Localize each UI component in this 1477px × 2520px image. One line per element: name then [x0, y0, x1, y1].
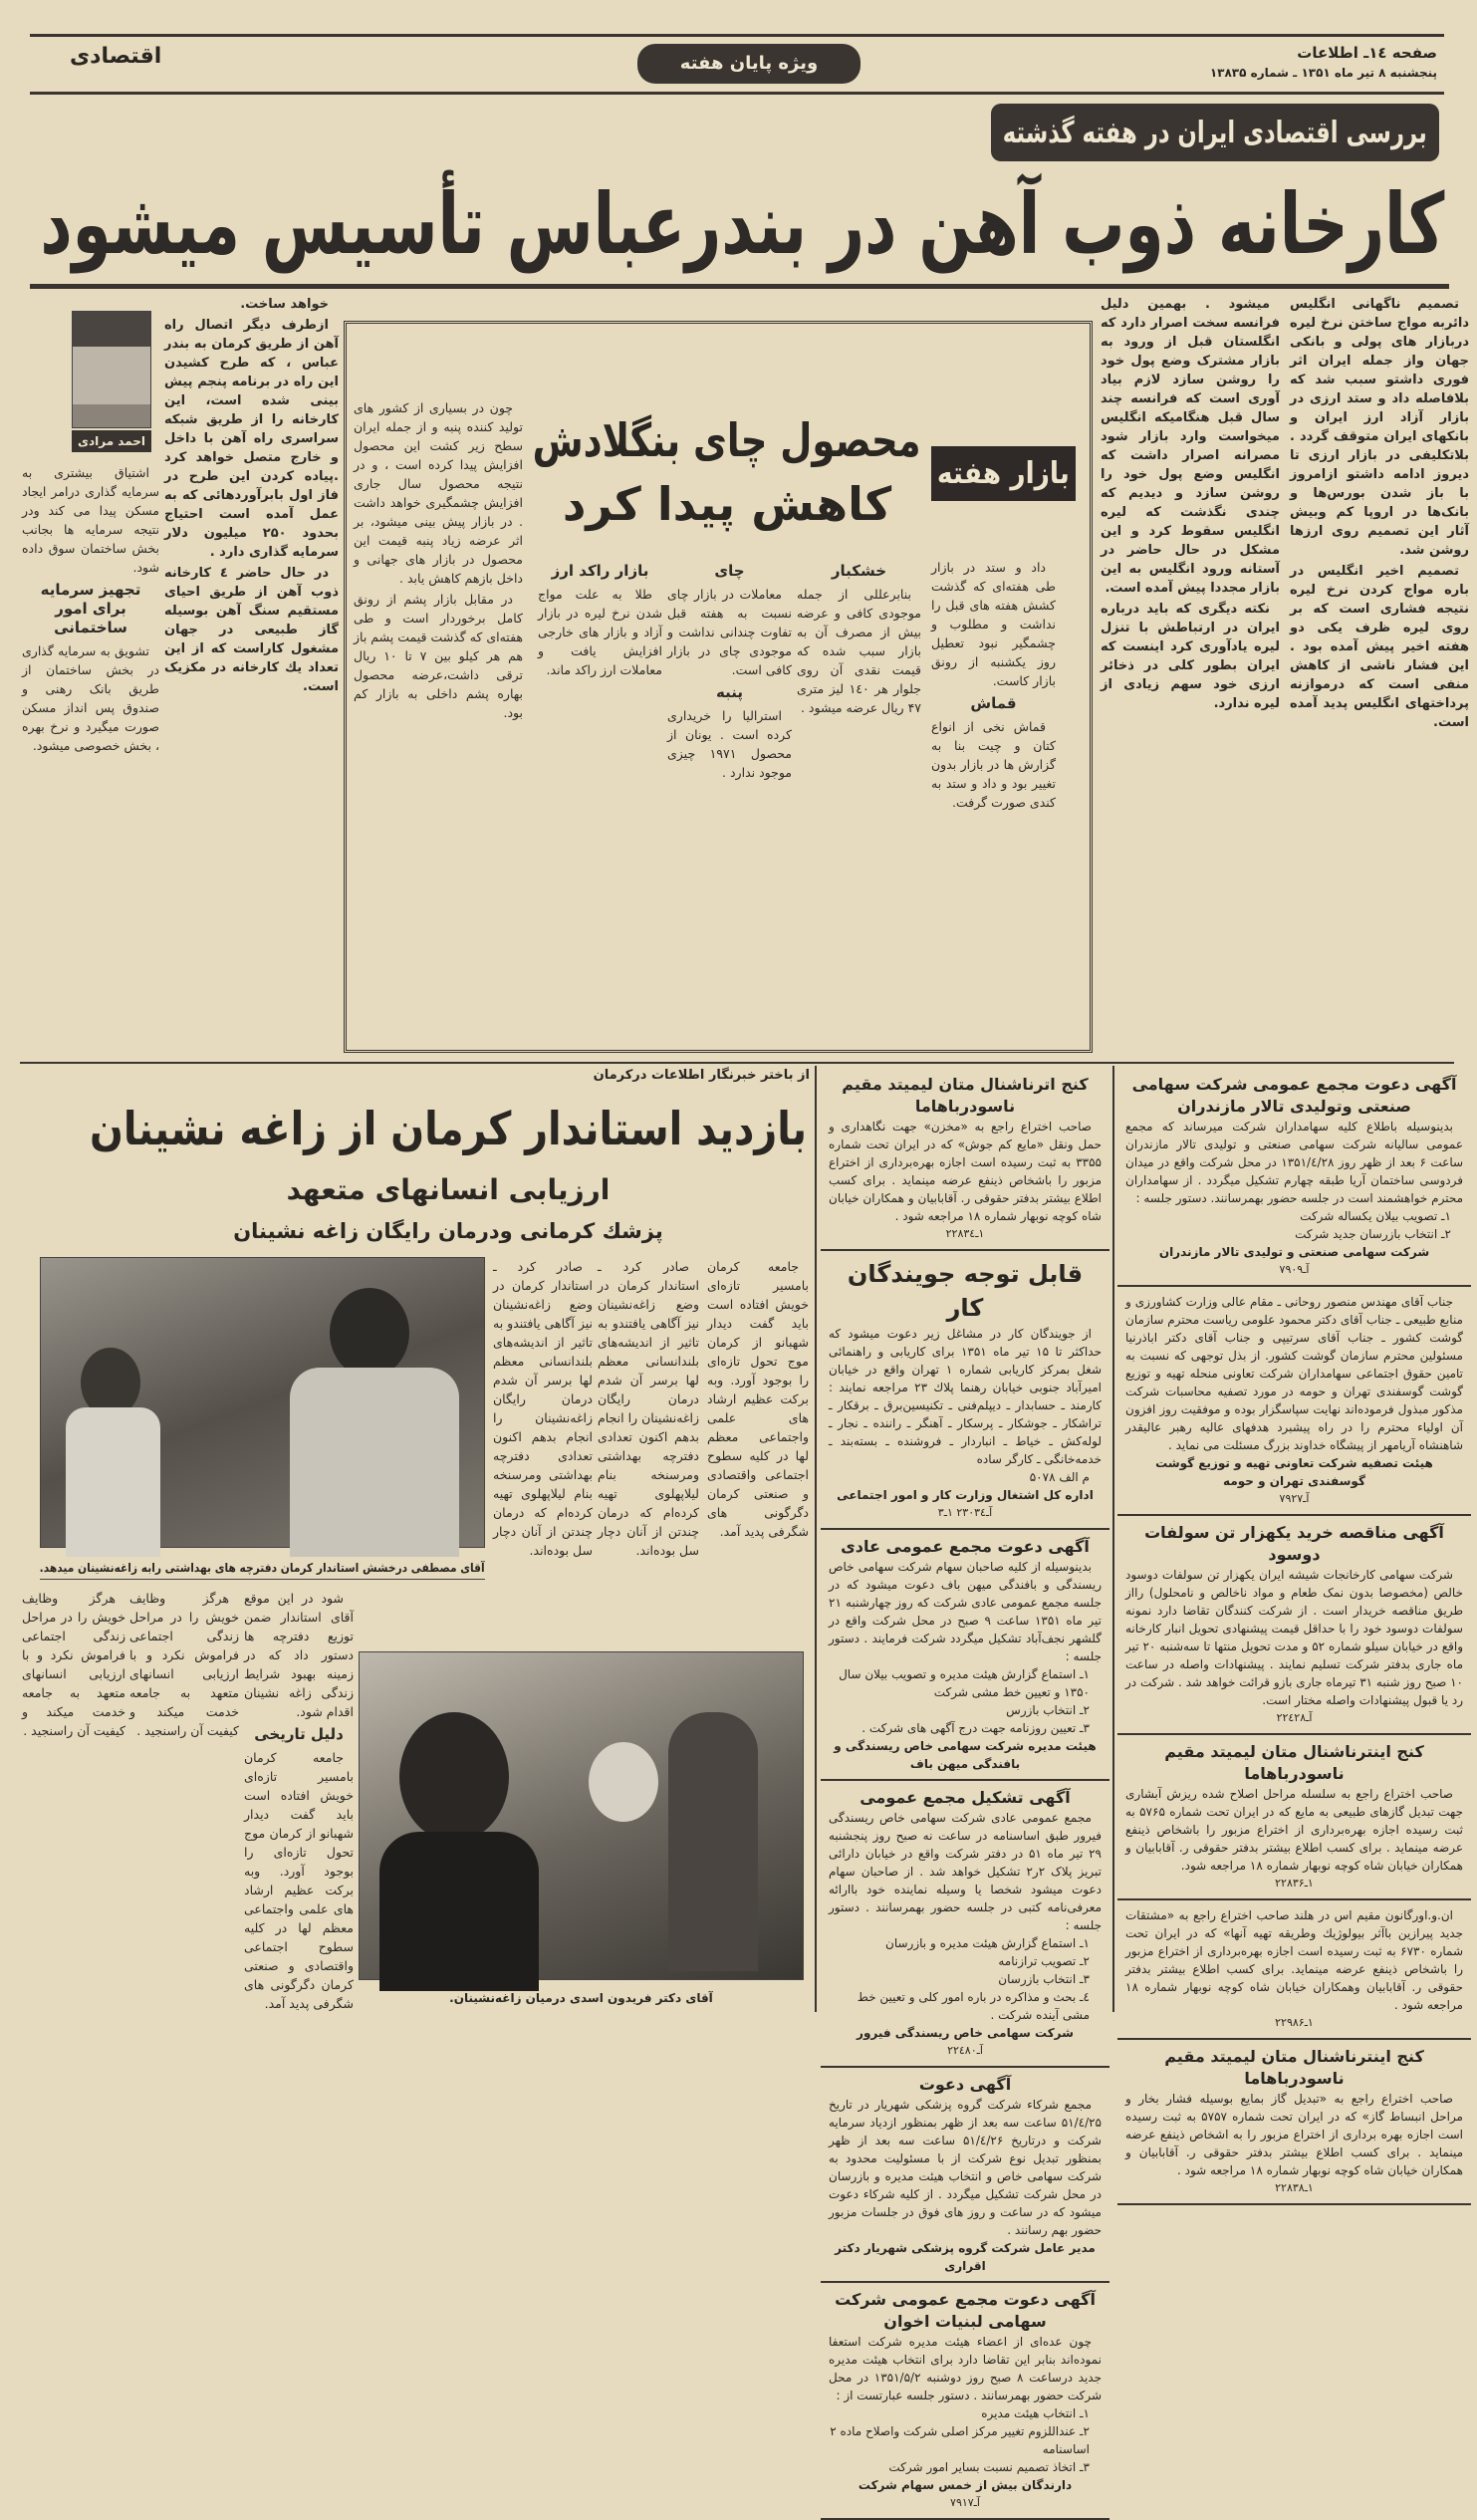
- market-headline-line-1-text: محصول چای بنگلادش: [532, 413, 921, 467]
- kicker: [991, 104, 1439, 161]
- market-headline-line-1: [533, 408, 921, 472]
- ad-title: قابل توجه جویندگان کار: [847, 1260, 1084, 1322]
- kerman-headline: [90, 1096, 807, 1161]
- ad-list-item: ۲ـ عنداللزوم تغییر مرکز اصلی شرکت واصلاح ماده ۲ اساسنامه: [830, 2424, 1090, 2456]
- paragraph: میشود . بهمین دلیل فرانسه سخت اصرار دارد که انگلستان قبل از ورود به بازار مشترک وضع پول خود را روشن سازد لازم بیاد آوری است که فرانسه چند سال قبل هنگامیکه انگلیس میخواست وارد بازار شود مصرانه اصرار داشت که انگلیس وضع پول خود را روشن سازد و دیدیم که چندی نگذشت که لیره انگلیس سقوط کرد و این مشکل در حال حاضر در آستانه ورود انگلیس به این بازار مجددا پیش آمده است.: [1101, 297, 1280, 596]
- ad-column-divider: [815, 1066, 817, 2012]
- ad-body: ان.و.اورگانون مقیم اس در هلند صاحب اختراع راجع به «مشتقات جدید پیرازین باآثر بیولوژیك وطریقه تهیه آنها» که در ایران تحت شماره ۶۷۳۰ به ثبت رسیده است اجازه بهره‌برداری از اختراع مزبور را باشخاص ذینفع عرضه مینماید. برای کسب اطلاع بیشتر بدفتر حقوقی ر. آقابابیان وهمکاران خیابان شاه کوچه نوبهار شماره ۱۸ مراجعه شود .: [1125, 1908, 1464, 2012]
- paragraph: تشویق به سرمایه گذاری در بخش ساختمان از طریق بانک رهنی و صندوق پس انداز مسکن صورت میگیرد و نرخ بهره ، بخش خصوصی میشود.: [22, 643, 159, 753]
- ad-body: شرکت سهامی کارخانجات شیشه ایران یکهزار تن سولفات دوسود خالص (مخصوصا بدون نمک طعام و مواد ناخالص و نامحلول) رااز طریق مناقصه خریدار است . از شرکت کنندگان تقاضا دارد نمونه سولفات دوسود خود را با حداقل قیمت پیشنهادی تحویل انبار کارخانه واقع در خیابان سیلو شماره ۵۲ و مدت تحویل منتها تا سه‌شنبه ۲۰ تیر ماه جاری بدفتر شرکت تسلیم نمایند . پیشنهادات واصله در ساعت ۱۰ صبح روز شنبه ۳۱ تیرماه جاری بازو قرائت خواهد شد . شرکت در رد یا قبول پیشنهادات واصله مختار است.: [1125, 1568, 1464, 1707]
- photo-doctor: [359, 1651, 804, 1980]
- ad-column-divider: [1112, 1066, 1114, 2012]
- ad-signature: شرکت سهامی صنعتی و تولیدی تالار مازندران: [1158, 1245, 1430, 1259]
- kerman-column-5: [129, 1589, 239, 2002]
- ads-column-right: [1117, 1068, 1471, 2194]
- paragraph: صادر کرد ـ استاندار کرمان در وضع زاغه‌نشینان نیز آگاهی یافتندو به تاثیر از اندیشه‌های بلندانسانی معظم لها برسر آن شدم درمان رایگان زاغه‌نشینان را انجام بدهم اکنون تعدادی دفترچه بهداشتی ومرسنخه بنام لیلاپهلوی تهیه کرده‌ام که درمان چندتن از آنان دچار سل بوده‌اند.: [598, 1259, 699, 1558]
- paragraph: در حال حاضر ٤ کارخانه ذوب آهن از طریق احیای مستقیم سنگ آهن بوسیله گاز طبیعی در جهان مشغول کاراست که از این تعداد یك کارخانه در مکزیک است.: [164, 566, 339, 694]
- market-column: [538, 558, 662, 1041]
- photo-governor: [40, 1257, 485, 1548]
- ad-signature: دارندگان بیش از خمس سهام شرکت: [858, 2478, 1073, 2492]
- paragraph: خواهد ساخت.: [240, 297, 329, 312]
- kerman-subheadline-2: [90, 1215, 807, 1247]
- market-subhead: قماش: [970, 694, 1017, 712]
- ad-body: مجمع شرکاء شرکت گروه پزشکی شهریار در تاریخ ۵۱/٤/۲۵ ساعت سه بعد از ظهر بمنظور ازدیاد سرمایه شرکت و درتاریخ ۵۱/٤/۲۶ ساعت سه بعد از ظهر بمنظور تبدیل نوع شرکت از با مسئولیت محدود به شرکت سهامی خاص و انتخاب هیئت مدیره و بازرسان در محل شرکت تشکیل میگردد . از کلیه شرکاء دعوت میشود که در ساعت و روز های فوق در جلسات مزبور حضور بهم رسانند .: [829, 2098, 1102, 2237]
- ads-column-left: [821, 1068, 1109, 2509]
- market-headline-line-2-text: کاهش پیدا کرد: [562, 477, 892, 531]
- market-side-column: [354, 398, 523, 1041]
- classified-ad: [821, 2283, 1109, 2520]
- kerman-column-4: [244, 1589, 354, 2011]
- ad-code: ۱ـ۲۲۹۸۶: [1275, 2016, 1314, 2029]
- ad-signature: شرکت سهامی خاص ریسندگی فیرور: [857, 2026, 1074, 2040]
- classified-ad: [821, 1530, 1109, 1781]
- ad-code: آـ۷۹۰۹: [1279, 1263, 1310, 1276]
- kerman-column-3: [493, 1257, 593, 1645]
- lead-column-left: [164, 295, 339, 1057]
- portrait-photo: [72, 311, 151, 428]
- main-headline-text: کارخانه ذوب آهن در بندرعباس تأسیس میشود: [40, 175, 1445, 273]
- kerman-headline-text: بازدید استاندار کرمان از زاغه نشینان: [90, 1102, 808, 1155]
- ad-list-item: ۱ـ استماع گزارش هیئت مدیره و بازرسان: [885, 1936, 1090, 1950]
- ad-code: ۱ـ۲۲۸۳۸: [1275, 2181, 1314, 2194]
- ad-body: بدینوسیله از کلیه صاحبان سهام شرکت سهامی خاص ریسندگی و بافندگی میهن باف دعوت میشود که در جلسه مجمع عمومی عادی شرکت که روز چهارشنبه ۲۱ تیر ماه ۱۳۵۱ ساعت ۹ صبح در محل شرکت واقع در گلشهر نجف‌آباد تشکیل میگردد شرکت فرمایند . دستور جلسه :: [829, 1560, 1102, 1663]
- market-column: [931, 558, 1056, 1041]
- ad-list-item: ۲ـ تصویب ترازنامه: [998, 1954, 1090, 1968]
- market-subhead: چای: [714, 562, 745, 580]
- ad-code: ۱ـ۲۲۸۳۶: [1275, 1877, 1314, 1890]
- ad-signature: هیئت تصفیه شرکت تعاونی تهیه و توزیع گوشت گوسفندی تهران و حومه: [1155, 1456, 1433, 1488]
- paragraph: هرگز وظایف خویش را در مراحل زندگی اجتماعی فراموش نکرد و با ارزیابی انسانهای متعهد به جامعه خدمت میکند و کیفیت آن راسنجید .: [129, 1591, 239, 1738]
- paragraph: داد و ستد در بازار طی هفته‌ای که گذشت کشش هفته های قبل را نداشت و مطلوب و چشمگیر نبود تعطیل روز یکشنبه از رونق بازار کاست.: [931, 560, 1056, 688]
- ad-signature: اداره کل اشتغال وزارت کار و امور اجتماعی: [837, 1488, 1094, 1502]
- market-column: [667, 558, 792, 1041]
- subhead: تجهیز سرمایه برای امور ساختمانی: [40, 581, 141, 636]
- paragraph: صادر کرد ـ استاندار کرمان در وضع زاغه‌نشینان نیز آگاهی یافتندو به تاثیر از اندیشه‌های بلندانسانی معظم لها برسر آن شدم درمان رایگان زاغه‌نشینان را انجام بدهم اکنون تعدادی دفترچه بهداشتی ومرسنخه بنام لیلاپهلوی تهیه کرده‌ام که درمان چندتن از آنان دچار سل بوده‌اند.: [493, 1259, 593, 1558]
- photo-caption-1: [40, 1556, 485, 1580]
- photo-caption-1-text: آقای مصطفی درخشش استاندار کرمان دفترچه های بهداشتی رابه زاغه‌نشینان میدهد.: [40, 1560, 485, 1575]
- paragraph: طلا به علت مواج شدن نرخ لیره در بازار آزاد و بازار های خارجی افزایش یافت و معاملات ارز راکد ماند.: [538, 587, 662, 677]
- ad-body: صاحب اختراع راجع به «تبدیل گاز بمایع بوسیله فشار بخار و مراحل انبساط گاز» که در ایران تحت شماره ۵۷۵۷ به ثبت رسیده است اجازه بهره برداری از اختراع مزبور را به اشخاص ذینفع عرضه مینماید . برای کسب اطلاع بیشتر بدفتر حقوقی ر. آقابابیان و همکاران خیابان شاه کوچه نوبهار شماره ۱۸ مراجعه شود .: [1125, 2092, 1463, 2177]
- main-headline: [40, 169, 1444, 279]
- market-subhead: خشکبار: [831, 562, 887, 580]
- ad-code: آـ۷۹۱۷: [950, 2496, 980, 2509]
- classified-ad: [1117, 1735, 1471, 1900]
- ad-title: آگهی دعوت مجمع عمومی عادی: [841, 1537, 1090, 1556]
- ad-title: آگهی دعوت مجمع عمومی شرکت سهامی صنعتی وتولیدی تالار مازندران: [1131, 1075, 1457, 1116]
- classified-ad: [821, 2068, 1109, 2283]
- ad-body: صاحب اختراع راجع به «مخزن» جهت نگاهداری و حمل ونقل «مایع کم جوش» که در ایران تحت شماره ۳۳۵۵ به ثبت رسیده است اجازه بهره‌برداری از اختراع مزبور را باشخاص ذینفع عرضه مینماید . برای کسب اطلاع بیشتر بدفتر حقوقی ر. آقابابیان و همکاران خیابان شاه کوچه نوبهار شماره ۱۸ مراجعه شود .: [829, 1120, 1102, 1223]
- paragraph: بنابرعللی از جمله موجودی کافی و عرضه بیش از مصرف آن به بازار سبب شده که قیمت نقدی آن روی جلوار هر ۱٤۰ لیز متری ۴۷ ریال عرضه میشود .: [797, 587, 921, 715]
- kerman-subheadline: [90, 1169, 807, 1209]
- kerman-subheadline-text: ارزیابی انسانهای متعهد: [286, 1172, 611, 1206]
- photo-caption-2-text: آقای دکتر فریدون اسدی درمیان زاغه‌نشینان.: [449, 1991, 713, 2005]
- top-rule: [30, 34, 1444, 37]
- ad-list-item: ۳ـ انتخاب بازرسان: [998, 1972, 1090, 1986]
- ad-body: صاحب اختراع راجع به سلسله مراحل اصلاح شده ریزش آبشاری جهت تبدیل گازهای طبیعی به مایع که در ایران تحت شماره ۵۷۶۵ به ثبت رسیده اجازه بهره‌برداری از اختراع مزبور را باشخاص ذینفع عرضه مینماید . برای کسب اطلاع بیشتر بدفتر حقوقی ر. آقابابیان و همکاران خیابان شاه کوچه نوبهار شماره ۱۸ مراجعه شود.: [1125, 1787, 1463, 1873]
- paragraph: تصمیم اخیر انگلیس در باره مواج کردن نرخ لیره نتیجه فشاری است که بر روی لیره ظرف یکی دو هفته اخیر پیش آمده بود . این فشار ناشی از کاهش منفی است که درموازنه پرداختهای انگلیس پدید آمده است.: [1290, 564, 1469, 730]
- section-name: اقتصادی: [70, 44, 162, 69]
- ad-body: بدینوسیله باطلاع کلیه سهامداران شرکت میرساند که مجمع عمومی سالیانه شرکت سهامی صنعتی و تولیدی تالار مازندران ساعت ۶ بعد از ظهر روز ۱۳۵۱/٤/۲۸ در محل شرکت واقع در میدان فردوسی ساختمان آریا طبقه چهارم تشکیل میگردد . از سهامداران محترم خواهشمند است در جلسه حضور بهمرسانند. دستور جلسه :: [1125, 1120, 1464, 1205]
- kicker-text: بررسی اقتصادی ایران در هفته گذشته: [1003, 115, 1428, 150]
- market-column: [797, 558, 921, 1041]
- ad-title: آگهی مناقصه خرید یکهزار تن سولفات دوسود: [1144, 1523, 1444, 1564]
- ad-body: چون عده‌ای از اعضاء هیئت مدیره شرکت استعفا نموده‌اند بنابر این تقاضا دارد برای انتخاب هیئت مدیره جدید درساعت ۸ صبح روز دوشنبه ۱۳۵۱/۵/۲ در محل شرکت حضور بهمرسانند . دستور جلسه عبارتست از :: [829, 2335, 1102, 2402]
- ad-signature: مدیر عامل شرکت گروه پزشکی شهریار دکتر اقراری: [835, 2241, 1096, 2273]
- classified-ad: [1117, 1516, 1471, 1735]
- paragraph: شود در این موقع آقای استاندار ضمن توزیع دفترچه ها دستور داد که در زمینه بهبود شرایط زندگی زاغه نشینان اقدام شود.: [244, 1591, 354, 1719]
- header-rule: [30, 92, 1444, 95]
- ad-title: کنج اترناشنال متان لیمیتد مقیم ناسودرباهاما: [842, 1075, 1089, 1116]
- subhead: دلیل تاریخی: [254, 1725, 344, 1743]
- paragraph: ازطرف دیگر اتصال راه آهن از طریق کرمان به بندر عباس ، که طرح کشیدن این راه در برنامه پنجم پیش بینی شده است، این کارخانه را از طریق شبکه سراسری راه آهن با داخل و خارج متصل خواهد کرد .پیاده کردن این طرح در فاز اول بابرآوردهائی که به عمل آمده است احتیاج بحدود ۲۵۰ میلیون دلار سرمایه گذاری دارد .: [164, 318, 339, 560]
- weekly-market-label: [931, 446, 1076, 501]
- paragraph: نکته دیگری که باید درباره ایران در ارتباطش با تنزل لیره یادآوری کرد اینست که ایران بطور کلی در ذخائر ارزی خود سهم زیادی از لیره ندارد.: [1101, 602, 1280, 711]
- paragraph: هرگز وظایف خویش را در مراحل زندگی اجتماعی فراموش نکرد و با ارزیابی انسانهای متعهد به جامعه خدمت میکند و کیفیت آن راسنجید .: [22, 1591, 125, 1738]
- ad-body: از جویندگان کار در مشاغل زیر دعوت میشود که حداکثر تا ۱۵ تیر ماه ۱۳۵۱ برای کاریابی و راهنمائی شغل بمرکز کاریابی شماره ۱ تهران واقع در خیابان امیرآباد جنوبی خیابان رهنما پلاك ۲۳ مراجعه نمایند : کارمند ـ حسابدار ـ دیپلم‌فنی ـ تکنیسین‌برق ـ برقکار ـ تراشکار ـ جوشکار ـ پرسکار ـ آهنگر ـ راننده ـ نجار ـ لوله‌کش ـ خیاط ـ انباردار ـ فروشنده ـ بسته‌بند ـ خدمه‌خانگی ـ کارگر ساده: [829, 1327, 1103, 1466]
- dateline: از باختر خبرنگار اطلاعات درکرمان: [593, 1068, 810, 1083]
- ad-list-item: ۳ـ اتخاذ تصمیم نسبت بسایر امور شرکت: [888, 2460, 1090, 2474]
- ad-code: آـ۷۹۲۷: [1279, 1492, 1310, 1505]
- portrait-caption: احمد مرادی: [72, 430, 151, 452]
- ad-body: جناب آقای مهندس منصور روحانی ـ مقام عالی وزارت کشاورزی و منابع طبیعی ـ جناب آقای دکتر محمود علومی ریاست محترم سازمان گوشت کشور ـ جناب آقای سرتیپی و جناب آقای دکتر اباذرنیا مسئولین محترم سازمان گوشت کشور. از بذل توجهی که نسبت به تامین حقوق اجتماعی سهامداران شرکت تعاونی منحله تهیه و توزیع گوشت گوسفندی تهران و حومه در مورد تصفیه محاسبات شرکت مذکور مبذول فرموده‌اند نهایت سپاسگزار بوده و موفقیت روز افزون آن اولیاء محترم را در راه پیشبرد هدفهای عالیه رهبر عالیقدر شاهنشاه آریامهر از پیشگاه خداوند بزرگ مسئلت می نماید .: [1125, 1295, 1463, 1452]
- ad-code: ۱ـ۲۲۸۳٤: [945, 1227, 985, 1240]
- page-number: صفحه ۱٤ـ اطلاعات: [1297, 44, 1437, 62]
- weekly-market-label-text: بازار هفته: [937, 456, 1071, 491]
- ad-signature: هیئت مدیره شرکت سهامی خاص ریسندگی و بافندگی میهن باف: [834, 1739, 1097, 1771]
- lead-column-1: [1290, 295, 1469, 1057]
- market-headline: [533, 408, 921, 536]
- ad-list-item: ۲ـ انتخاب بازرسان جدید شرکت: [1295, 1227, 1451, 1241]
- section-rule: [20, 1062, 1454, 1064]
- special-edition-badge: ویژه پایان هفته: [637, 44, 861, 84]
- ad-list-item: ۱ـ استماع گزارش هیئت مدیره و تصویب بیلان سال ۱۳۵۰ و تعیین خط مشی شرکت: [839, 1667, 1090, 1699]
- ad-title: آگهی دعوت مجمع عمومی شرکت سهامی لبنیات اخوان: [835, 2290, 1096, 2331]
- ad-title: آگهی دعوت: [918, 2075, 1012, 2094]
- ad-title: آگهی تشکیل مجمع عمومی: [860, 1788, 1071, 1807]
- kerman-column-6: [22, 1589, 125, 2002]
- ad-list-item: ۲ـ انتخاب بازرس: [1006, 1703, 1090, 1717]
- ad-code: آـ۲۲٤۲۸: [1276, 1711, 1313, 1724]
- ad-list-item: ۳ـ تعیین روزنامه جهت درج آگهی های شرکت .: [862, 1721, 1090, 1735]
- market-subhead: بازار راکد ارز: [551, 562, 649, 580]
- ad-list-item: ۱ـ تصویب بیلان یکساله شرکت: [1300, 1209, 1451, 1223]
- classified-ad: [821, 1781, 1109, 2068]
- classified-ad: [1117, 1287, 1471, 1516]
- ad-code: آـ۲۳۰۳٤ ۱ـ۳: [937, 1506, 993, 1519]
- classified-ad: [1117, 1900, 1471, 2040]
- ad-list-item: م الف ۵۰۷۸: [1029, 1470, 1090, 1484]
- paragraph: قماش نخی از انواع کتان و چیت بنا به گزارش ها در بازار بدون تغییر بود و داد و ستد به کندی صورت گرفت.: [931, 719, 1056, 810]
- paragraph: اشتیاق بیشتری به سرمایه گذاری درامر ایجاد مسکن پیدا می کند ودر نتیجه سرمایه ها بجانب بخش ساختمان سوق داده شود.: [22, 465, 159, 575]
- paragraph: استرالیا را خریداری کرده است . یونان از محصول ۱۹۷۱ چیزی موجود ندارد .: [667, 708, 792, 780]
- ad-title: کنج اینترناشنال متان لیمیتد مقیم ناسودرباهاما: [1164, 2047, 1424, 2088]
- photo-caption-2: [359, 1988, 804, 2008]
- issue-date: پنجشنبه ۸ تیر ماه ۱۳۵۱ ـ شماره ۱۳۸۳۵: [1209, 66, 1437, 80]
- lead-column-2: [1101, 295, 1280, 1057]
- ad-list-item: ٤ـ بحث و مذاکره در باره امور کلی و تعیین خط مشی آینده شرکت .: [857, 1990, 1090, 2022]
- lead-column-far-left: [22, 463, 159, 1056]
- headline-rule: [30, 284, 1449, 289]
- paragraph: جامعه کرمان بامسیر تازه‌ای خویش افتاده است باید گفت دیدار شهبانو از کرمان موج تحول تازه‌ای را بوجود آورد. وبه برکت عظیم ارشاد های علمی واجتماعی معظم لها در کلیه سطوح اجتماعی واقتصادی و صنعتی کرمان دگرگونی های شگرفی پدید آمد.: [244, 1750, 354, 2011]
- classified-ad: [1117, 1068, 1471, 1287]
- market-headline-line-2: [533, 472, 921, 536]
- paragraph: جامعه کرمان بامسیر تازه‌ای خویش افتاده است باید گفت دیدار شهبانو از کرمان موج تحول تازه‌ای را بوجود آورد. وبه برکت عظیم ارشاد های علمی واجتماعی معظم لها در کلیه سطوح اجتماعی واقتصادی و صنعتی کرمان دگرگونی های شگرفی پدید آمد.: [707, 1259, 809, 1539]
- ad-title: کنج اینترناشنال متان لیمیتد مقیم ناسودرباهاما: [1164, 1742, 1424, 1783]
- market-subhead: پنبه: [716, 683, 743, 701]
- ad-body: مجمع عمومی عادی شرکت سهامی خاص ریسندگی فیرور طبق اساسنامه در ساعت نه صبح روز پنجشنبه ۲۹ تیر ماه ۵۱ در دفتر شرکت واقع در خیابان دارائی تبریز پلاک ۲ر۲ تشکیل خواهد شد . از صاحبان سهام دعوت میشود شخصا یا وسیله نماینده خود باارائه معرفی‌نامه کتبی در جلسه حضور بهمرسانند . دستور جلسه :: [829, 1811, 1102, 1932]
- paragraph: تصمیم ناگهانی انگلیس دائربه مواج ساختن نرخ لیره دربازار های پولی و بانکی جهان واز جمله ایران اثر فوری داشتو سبب شد که بلافاصله داد و ستد ارزی در بازار آزاد ارز ایران و بانکهای ایران متوقف گردد . بلاتکلیفی در بازار ارزی تا دیروز ادامه داشتو ازامروز با باز شدن بورس‌ها و بانک‌ها در اروپا کم وبیش آثار این تصمیم روی ارزها روشن شد.: [1290, 297, 1469, 558]
- ad-code: آـ۲۲٤۸۰: [947, 2044, 983, 2057]
- kerman-subheadline-2-text: پزشك کرمانی ودرمان رایگان زاغه نشینان: [233, 1219, 663, 1243]
- paragraph: چون در بسیاری از کشور های تولید کننده پنبه و از جمله ایران سطح زیر کشت این محصول افزایش پیدا کرده است ، و در نتیجه محصول سال جاری افزایش چشمگیری خواهد داشت . در بازار پیش بینی میشود، بر اثر عرضه زیاد پنبه قیمت این محصول در بازار های جهانی و داخل بازهم کاهش یابد .: [354, 400, 523, 586]
- paragraph: معاملات در بازار چای نسبت به هفته قبل تفاوت چندانی نداشت و موجودی چای در بازار کافی است.: [667, 587, 792, 677]
- classified-ad: [1117, 2040, 1471, 2205]
- paragraph: در مقابل بازار پشم از رونق کامل برخوردار است و طی هفته‌ای که گذشت قیمت پشم باز هم هر کیلو بین ۷ تا ۱۰ ریال ترقی داشت،عرضه محصول بهاره پشم داخلی به بازار کم بود.: [354, 592, 523, 720]
- classified-ad: [821, 1068, 1109, 1251]
- ad-list-item: ۱ـ انتخاب هیئت مدیره: [981, 2406, 1090, 2420]
- classified-ad: [821, 1251, 1109, 1530]
